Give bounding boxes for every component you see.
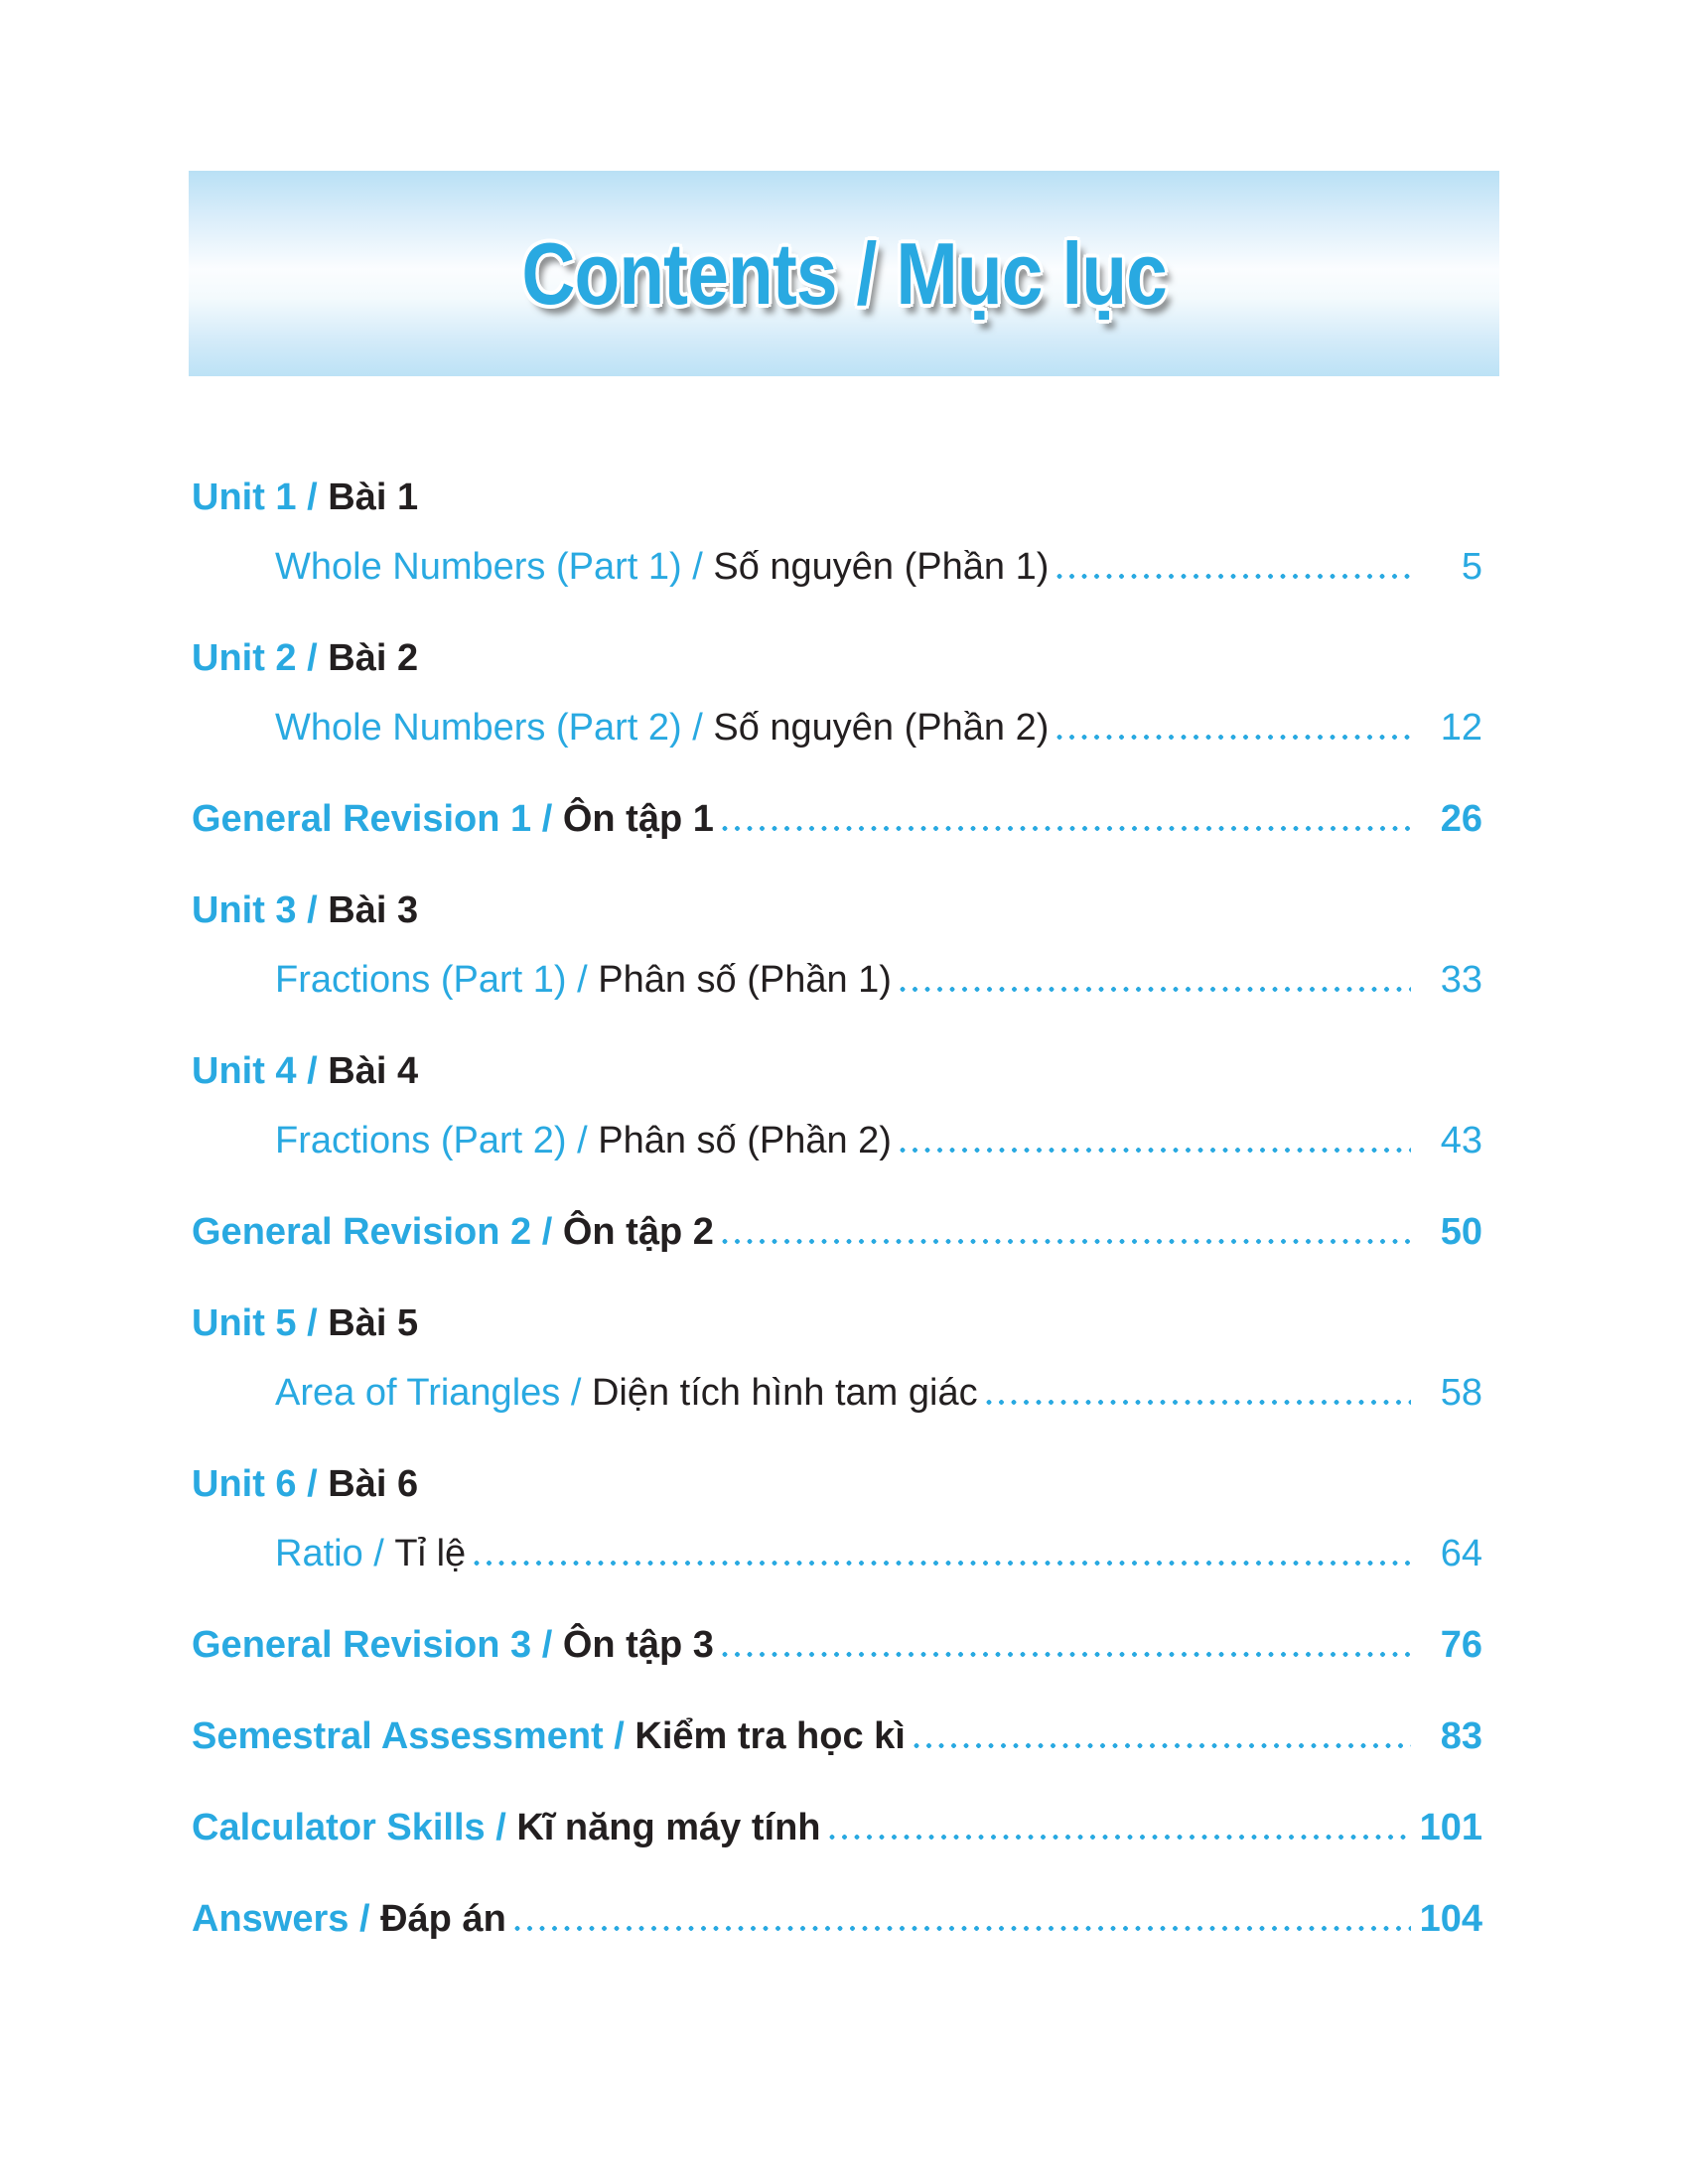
entry-en-label: Fractions (Part 2) xyxy=(275,1120,567,1161)
toc-heading-row xyxy=(192,1301,1482,1345)
toc-sub-row xyxy=(192,1532,1482,1575)
entry-en-label: Unit 6 xyxy=(192,1463,297,1505)
entry-en-label: Unit 3 xyxy=(192,889,297,931)
dotted-leader xyxy=(720,1210,1411,1254)
toc-entry-row xyxy=(192,1806,1482,1849)
toc-heading-row xyxy=(192,1049,1482,1093)
separator: / xyxy=(296,1463,329,1505)
toc-sub-row xyxy=(192,545,1482,589)
toc-sub-row xyxy=(192,958,1482,1002)
entry-vi-label: Bài 4 xyxy=(328,1050,419,1092)
separator: / xyxy=(296,477,329,518)
page-title: Contents / Mục lục xyxy=(521,223,1167,323)
entry-vi-label: Kiểm tra học kì xyxy=(634,1715,906,1757)
entry-vi-label: Bài 6 xyxy=(328,1463,419,1505)
page-number: 43 xyxy=(1440,1120,1482,1161)
toc-sub-row xyxy=(192,1371,1482,1415)
page-number: 64 xyxy=(1440,1533,1482,1574)
entry-en-label: General Revision 2 xyxy=(192,1211,532,1253)
toc-heading-row xyxy=(192,636,1482,680)
separator: / xyxy=(296,637,329,679)
entry-en-label: Unit 5 xyxy=(192,1302,297,1344)
entry-vi-label: Bài 1 xyxy=(328,477,419,518)
toc-entry-row xyxy=(192,1897,1482,1941)
dotted-leader xyxy=(472,1532,1411,1575)
entry-en-label: General Revision 1 xyxy=(192,798,532,840)
entry-en-label: Whole Numbers (Part 2) xyxy=(275,707,682,749)
toc-entry-row xyxy=(192,1210,1482,1254)
separator: / xyxy=(296,1050,329,1092)
entry-vi-label: Số nguyên (Phần 2) xyxy=(713,707,1050,749)
separator: / xyxy=(566,959,599,1001)
page-number: 104 xyxy=(1419,1898,1482,1940)
entry-en-label: Calculator Skills xyxy=(192,1807,486,1848)
entry-vi-label: Kĩ năng máy tính xyxy=(516,1807,821,1848)
page-number: 83 xyxy=(1440,1715,1482,1757)
entry-en-label: Whole Numbers (Part 1) xyxy=(275,546,682,588)
dotted-leader xyxy=(1055,706,1411,750)
separator: / xyxy=(531,798,563,840)
page-number: 101 xyxy=(1419,1807,1482,1848)
dotted-leader xyxy=(984,1371,1411,1415)
separator: / xyxy=(531,1211,563,1253)
entry-vi-label: Bài 3 xyxy=(328,889,419,931)
entry-en-label: Unit 2 xyxy=(192,637,297,679)
entry-vi-label: Diện tích hình tam giác xyxy=(591,1372,978,1414)
dotted-leader xyxy=(898,958,1411,1002)
toc-entry-row xyxy=(192,797,1482,841)
separator: / xyxy=(296,889,329,931)
dotted-leader xyxy=(720,797,1411,841)
entry-vi-label: Phân số (Phần 1) xyxy=(598,959,892,1001)
dotted-leader xyxy=(1055,545,1411,589)
separator: / xyxy=(681,546,714,588)
separator: / xyxy=(296,1302,329,1344)
contents-banner xyxy=(189,171,1499,376)
toc-heading-row xyxy=(192,1462,1482,1506)
dotted-leader xyxy=(912,1714,1411,1758)
entry-vi-label: Bài 5 xyxy=(328,1302,419,1344)
entry-vi-label: Ôn tập 3 xyxy=(562,1624,714,1666)
table-of-contents xyxy=(192,376,1482,1941)
entry-vi-label: Phân số (Phần 2) xyxy=(598,1120,892,1161)
toc-sub-row xyxy=(192,706,1482,750)
separator: / xyxy=(681,707,714,749)
dotted-leader xyxy=(720,1623,1411,1667)
entry-en-label: Unit 1 xyxy=(192,477,297,518)
toc-heading-row xyxy=(192,476,1482,519)
entry-vi-label: Ôn tập 1 xyxy=(562,798,714,840)
separator: / xyxy=(349,1898,381,1940)
entry-vi-label: Ôn tập 2 xyxy=(562,1211,714,1253)
entry-en-label: Answers xyxy=(192,1898,350,1940)
dotted-leader xyxy=(898,1119,1411,1162)
entry-vi-label: Tỉ lệ xyxy=(394,1533,467,1574)
page-number: 50 xyxy=(1440,1211,1482,1253)
separator: / xyxy=(603,1715,635,1757)
page-number: 5 xyxy=(1461,546,1482,588)
separator: / xyxy=(362,1533,395,1574)
entry-en-label: Unit 4 xyxy=(192,1050,297,1092)
entry-vi-label: Bài 2 xyxy=(328,637,419,679)
page-number: 26 xyxy=(1440,798,1482,840)
entry-en-label: Area of Triangles xyxy=(275,1372,561,1414)
entry-en-label: Fractions (Part 1) xyxy=(275,959,567,1001)
page-number: 58 xyxy=(1440,1372,1482,1414)
toc-sub-row xyxy=(192,1119,1482,1162)
dotted-leader xyxy=(827,1806,1412,1849)
toc-entry-row xyxy=(192,1623,1482,1667)
entry-vi-label: Đáp án xyxy=(380,1898,506,1940)
separator: / xyxy=(566,1120,599,1161)
entry-vi-label: Số nguyên (Phần 1) xyxy=(713,546,1050,588)
entry-en-label: Semestral Assessment xyxy=(192,1715,604,1757)
dotted-leader xyxy=(512,1897,1411,1941)
page-number: 76 xyxy=(1440,1624,1482,1666)
entry-en-label: Ratio xyxy=(275,1533,363,1574)
toc-entry-row xyxy=(192,1714,1482,1758)
page-number: 12 xyxy=(1440,707,1482,749)
separator: / xyxy=(485,1807,517,1848)
separator: / xyxy=(531,1624,563,1666)
page-number: 33 xyxy=(1440,959,1482,1001)
toc-heading-row xyxy=(192,888,1482,932)
separator: / xyxy=(560,1372,592,1414)
entry-en-label: General Revision 3 xyxy=(192,1624,532,1666)
